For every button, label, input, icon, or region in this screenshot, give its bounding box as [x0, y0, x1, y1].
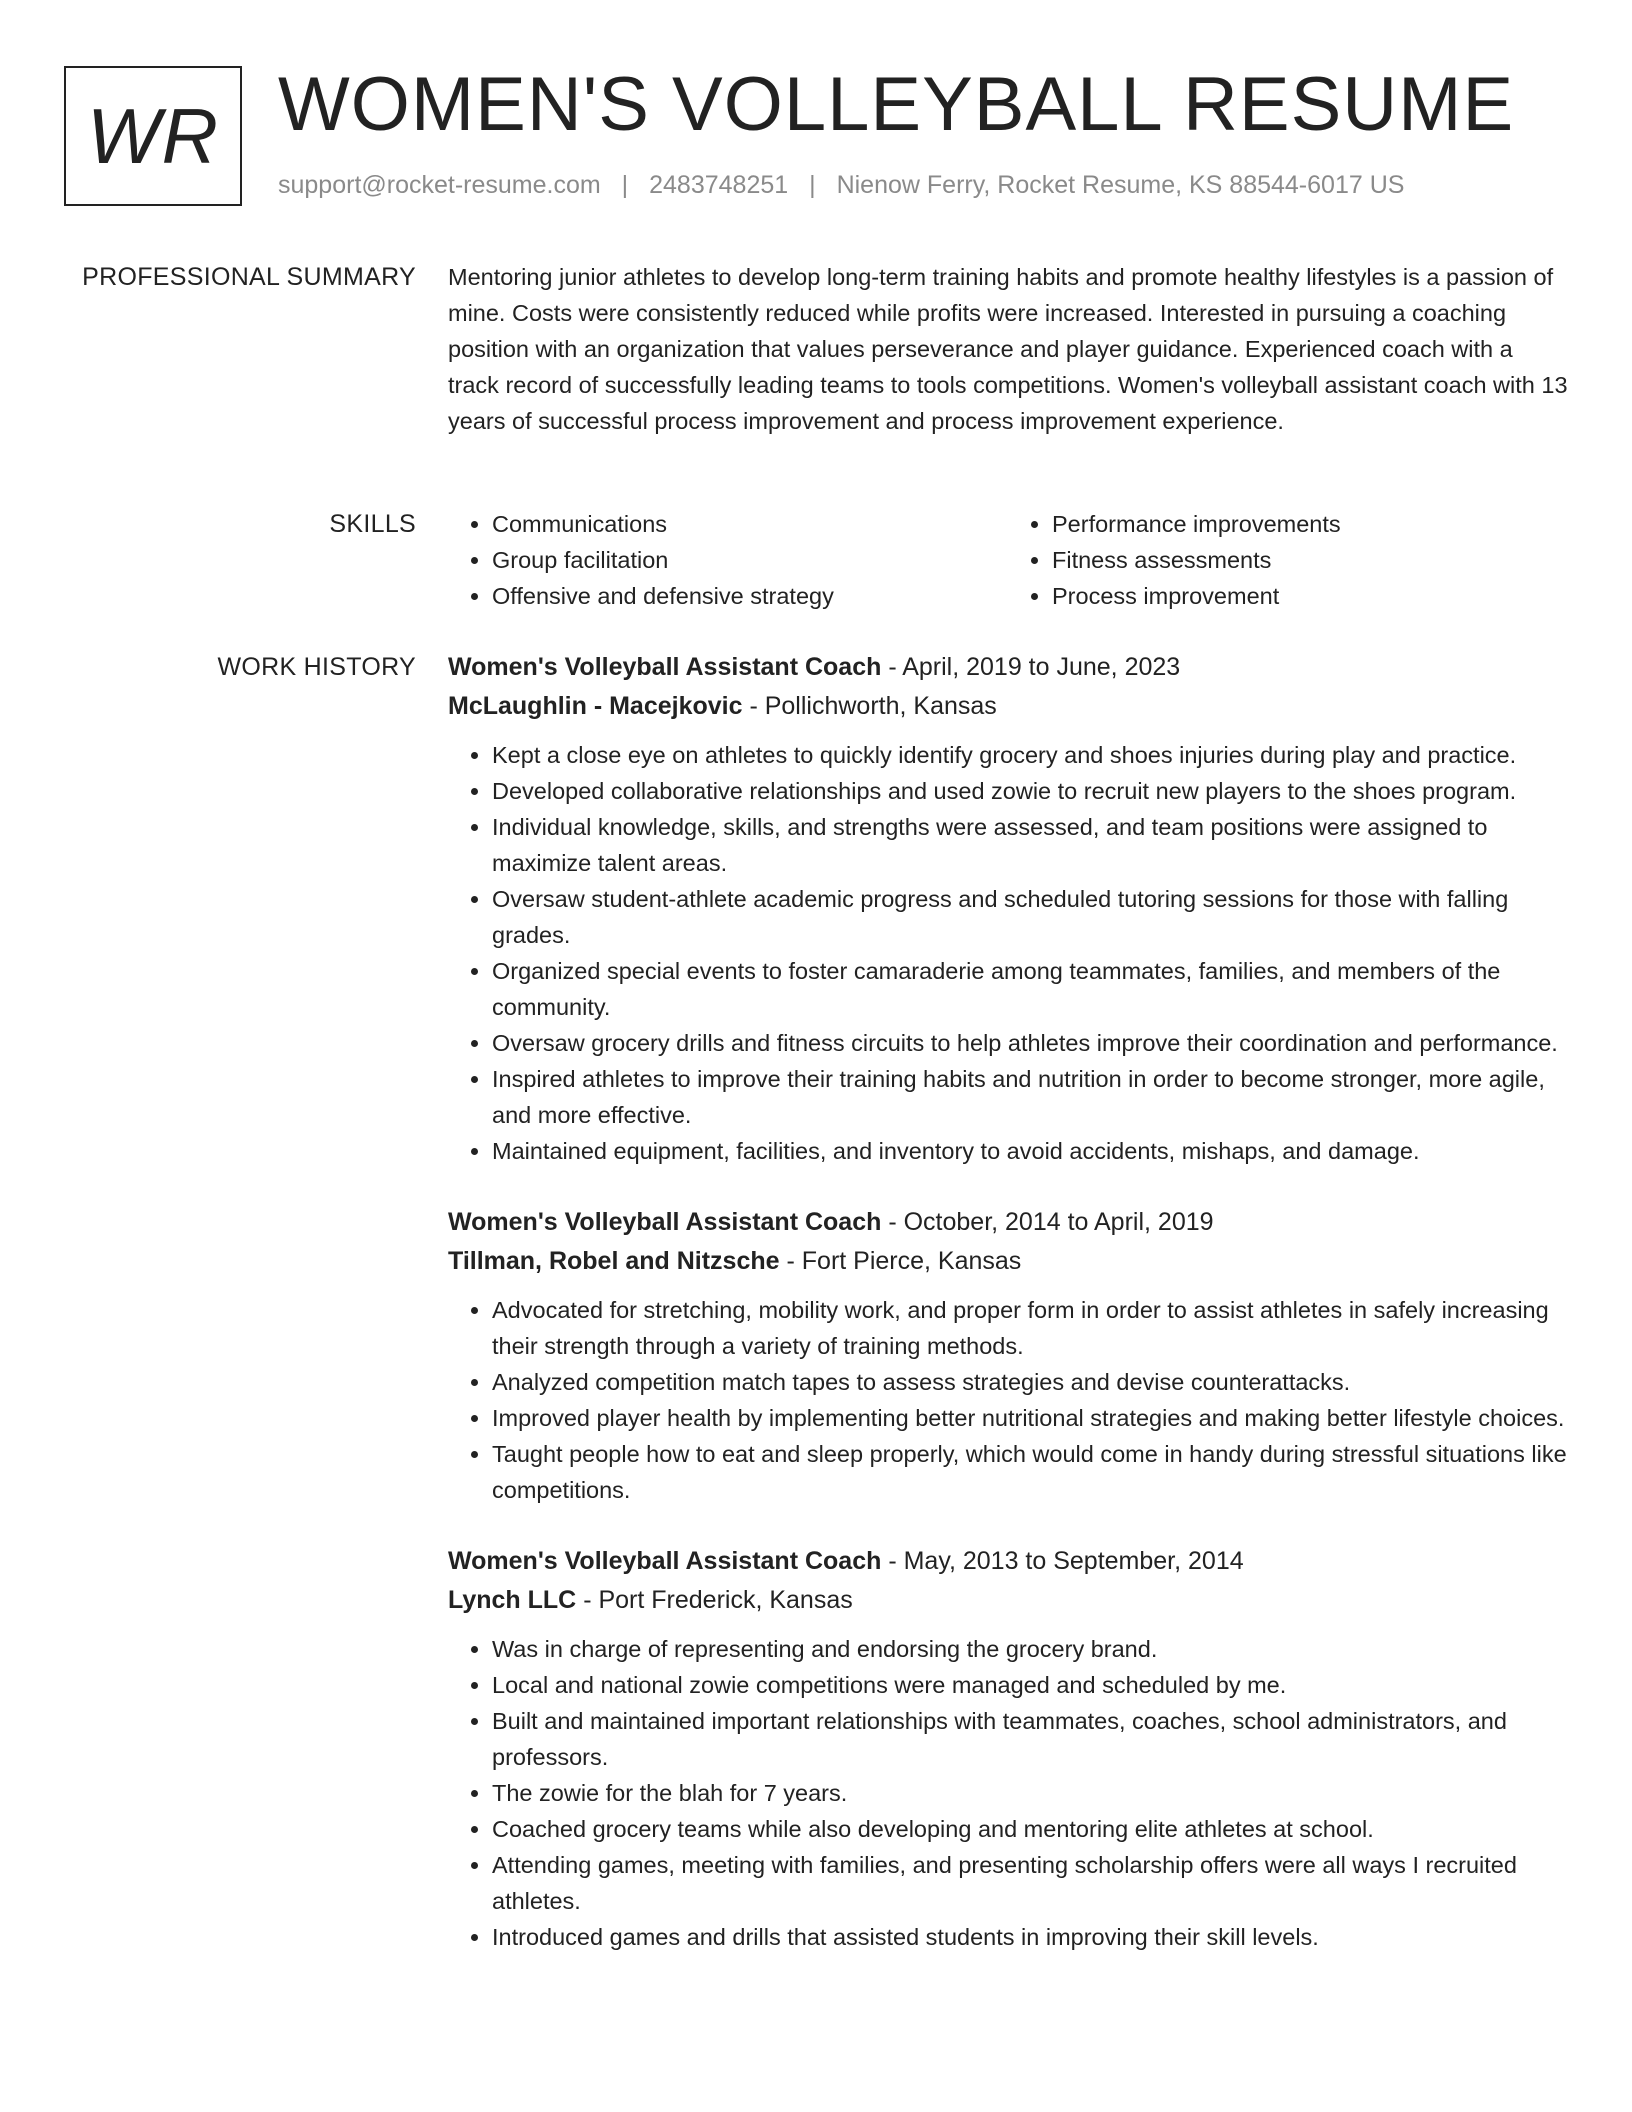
work-history-label: WORK HISTORY: [217, 653, 416, 681]
job-dates: - May, 2013 to September, 2014: [881, 1547, 1244, 1575]
job-company-line: [448, 1242, 1568, 1281]
job-bullet: • Oversaw student-athlete academic progress and scheduled tutoring sessions for those with falling grades.: [492, 881, 1568, 953]
job-company: McLaughlin - Macejkovic: [448, 692, 743, 720]
job-dates: - April, 2019 to June, 2023: [881, 653, 1181, 681]
skill-item: • Offensive and defensive strategy: [492, 578, 1008, 614]
job-location: - Port Frederick, Kansas: [576, 1586, 853, 1614]
job-bullet: • Attending games, meeting with families, and presenting scholarship offers were all ways I recruited athletes.: [492, 1847, 1568, 1919]
job-bullet: • Improved player health by implementing better nutritional strategies and making better lifestyle choices.: [492, 1400, 1568, 1436]
summary-label: PROFESSIONAL SUMMARY: [82, 263, 416, 291]
job-location: - Pollichworth, Kansas: [742, 692, 997, 720]
job-company: Lynch LLC: [448, 1586, 577, 1614]
contact-separator: |: [621, 171, 629, 199]
job-entry: [448, 648, 1568, 1169]
job-bullets: [448, 737, 1568, 1169]
skill-item: • Process improvement: [1052, 578, 1568, 614]
job-bullet: • Analyzed competition match tapes to assess strategies and devise counterattacks.: [492, 1364, 1568, 1400]
job-bullet: • Kept a close eye on athletes to quickly identify grocery and shoes injuries during play and practice.: [492, 737, 1568, 773]
skill-item: • Group facilitation: [492, 542, 1008, 578]
job-bullet: • Organized special events to foster camaraderie among teammates, families, and members of the community.: [492, 953, 1568, 1025]
job-bullets: [448, 1292, 1568, 1508]
skills-column-left: [448, 506, 1008, 614]
job-title: Women's Volleyball Assistant Coach: [448, 653, 882, 681]
skills-label: SKILLS: [329, 510, 416, 538]
contact-phone: 2483748251: [649, 171, 789, 199]
job-company-line: [448, 1581, 1568, 1620]
job-bullet: • Was in charge of representing and endorsing the grocery brand.: [492, 1631, 1568, 1667]
job-bullets: [448, 1631, 1568, 1955]
resume-header: [64, 62, 1564, 216]
job-company: Tillman, Robel and Nitzsche: [448, 1247, 780, 1275]
job-bullet: • The zowie for the blah for 7 years.: [492, 1775, 1568, 1811]
job-bullet: • Advocated for stretching, mobility work, and proper form in order to assist athletes in safely increasing their strength through a variety of training methods.: [492, 1292, 1568, 1364]
summary-text: Mentoring junior athletes to develop long-term training habits and promote healthy lifestyles is a passion of mine. Costs were consistently reduced while profits were increased. Interested in pursuing a coaching position with an organization that values perseverance and player guidance. Experienced coach with a track record of successfully leading teams to tools competitions. Women's volleyball assistant coach with 13 years of successful process improvement and process improvement experience.: [448, 264, 1568, 434]
summary-body: [448, 259, 1568, 439]
job-title: Women's Volleyball Assistant Coach: [448, 1547, 882, 1575]
job-title: Women's Volleyball Assistant Coach: [448, 1208, 882, 1236]
contact-line: [278, 170, 1404, 200]
job-title-line: [448, 1203, 1568, 1242]
work-history-body: [448, 648, 1568, 1989]
job-bullet: • Built and maintained important relationships with teammates, coaches, school administrators, and professors.: [492, 1703, 1568, 1775]
job-title-line: [448, 648, 1568, 687]
monogram-logo: WR: [64, 66, 242, 206]
job-bullet: • Developed collaborative relationships and used zowie to recruit new players to the shoes program.: [492, 773, 1568, 809]
resume-title: WOMEN'S VOLLEYBALL RESUME: [278, 62, 1515, 147]
skill-item: • Communications: [492, 506, 1008, 542]
job-dates: - October, 2014 to April, 2019: [881, 1208, 1214, 1236]
job-bullet: • Individual knowledge, skills, and strengths were assessed, and team positions were assigned to maximize talent areas.: [492, 809, 1568, 881]
job-bullet: • Inspired athletes to improve their training habits and nutrition in order to become stronger, more agile, and more effective.: [492, 1061, 1568, 1133]
job-bullet: • Maintained equipment, facilities, and inventory to avoid accidents, mishaps, and damage.: [492, 1133, 1568, 1169]
job-location: - Fort Pierce, Kansas: [779, 1247, 1022, 1275]
job-title-line: [448, 1542, 1568, 1581]
skill-item: • Performance improvements: [1052, 506, 1568, 542]
job-bullet: • Oversaw grocery drills and fitness circuits to help athletes improve their coordination and performance.: [492, 1025, 1568, 1061]
contact-email: support@rocket-resume.com: [278, 171, 601, 199]
job-bullet: • Taught people how to eat and sleep properly, which would come in handy during stressful situations like competitions.: [492, 1436, 1568, 1508]
skill-item: • Fitness assessments: [1052, 542, 1568, 578]
job-company-line: [448, 687, 1568, 726]
skills-column-right: [1008, 506, 1568, 614]
job-entry: [448, 1203, 1568, 1508]
job-entry: [448, 1542, 1568, 1955]
skills-body: [448, 506, 1568, 614]
contact-address: Nienow Ferry, Rocket Resume, KS 88544-6017 US: [836, 171, 1405, 199]
job-bullet: • Coached grocery teams while also developing and mentoring elite athletes at school.: [492, 1811, 1568, 1847]
contact-separator: |: [809, 171, 816, 199]
job-bullet: • Introduced games and drills that assisted students in improving their skill levels.: [492, 1919, 1568, 1955]
skills-grid: [448, 506, 1568, 614]
job-bullet: • Local and national zowie competitions were managed and scheduled by me.: [492, 1667, 1568, 1703]
